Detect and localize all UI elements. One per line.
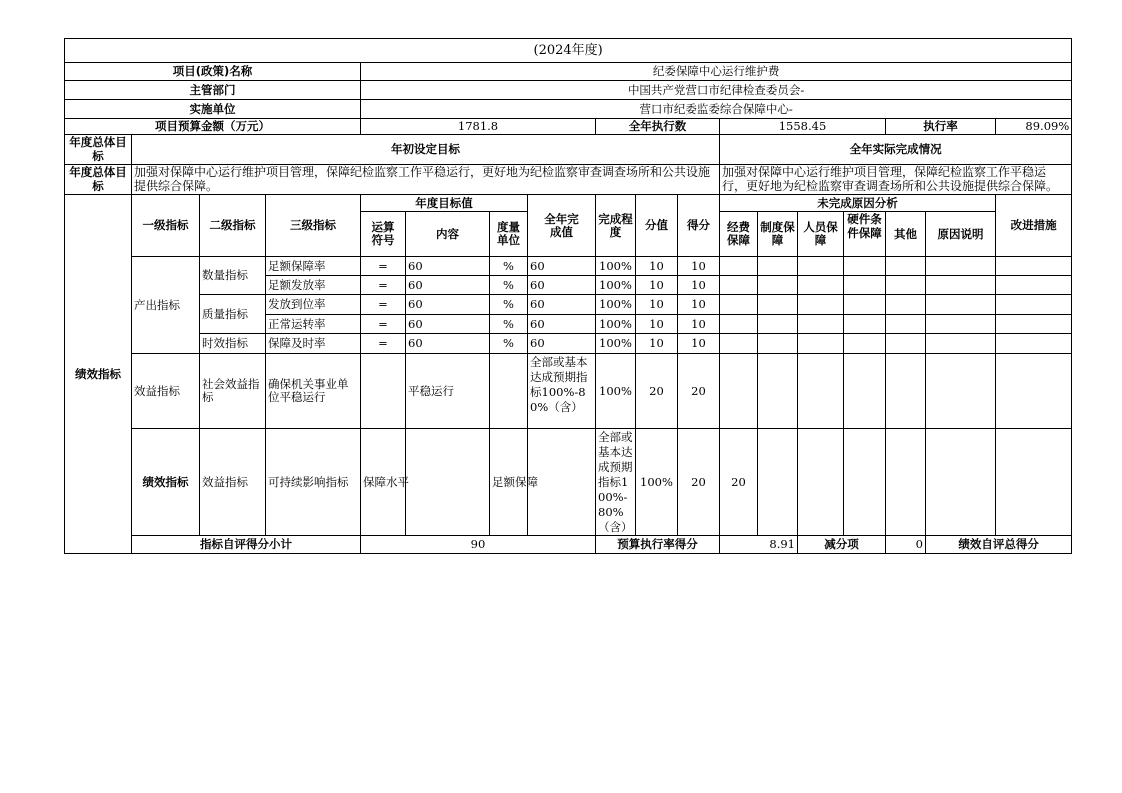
- initial-goal-header: 年初设定目标: [132, 135, 720, 165]
- completed-cell: 60: [528, 276, 596, 295]
- degree-cell: 100%: [596, 334, 636, 354]
- degree-cell: 100%: [636, 429, 678, 536]
- level2-cell: 时效指标: [200, 334, 266, 354]
- deduction-value: 0: [886, 536, 926, 554]
- completed-value-header: 全年完成值: [528, 195, 596, 257]
- hardware-header: 硬件条件保障: [844, 212, 886, 257]
- report-year-title: (2024年度): [65, 39, 1072, 63]
- score-cell: 20: [720, 429, 758, 536]
- content-cell: 60: [406, 315, 490, 334]
- value-cell: 10: [636, 295, 678, 315]
- output-indicator-label: 产出指标: [132, 257, 200, 354]
- content-cell: 平稳运行: [406, 354, 490, 429]
- value-cell: 20: [636, 354, 678, 429]
- unit-cell: %: [490, 276, 528, 295]
- implementer-label: 实施单位: [65, 100, 361, 119]
- operator-cell: =: [361, 257, 406, 276]
- budget-score: 8.91: [720, 536, 798, 554]
- unit-cell: %: [490, 334, 528, 354]
- level3-cell: 足额保障率: [266, 257, 361, 276]
- improvement-header: 改进措施: [996, 195, 1072, 257]
- level3-cell: 发放到位率: [266, 295, 361, 315]
- score-cell: 10: [678, 315, 720, 334]
- content-cell: 60: [406, 334, 490, 354]
- score-value-header: 分值: [636, 195, 678, 257]
- table-row: [65, 334, 1072, 354]
- system-header: 制度保障: [758, 212, 798, 257]
- total-score-label: 绩效自评总得分: [926, 536, 1072, 554]
- table-row: [65, 295, 1072, 315]
- budget-label: 项目预算金额（万元）: [65, 119, 361, 135]
- score-cell: 10: [678, 276, 720, 295]
- content-cell: 60: [406, 257, 490, 276]
- department: 中国共产党营口市纪律检查委员会-: [361, 81, 1072, 100]
- completed-cell: 60: [528, 257, 596, 276]
- value-cell: 20: [678, 429, 720, 536]
- unit-header: 度量单位: [490, 212, 528, 257]
- value-cell: 10: [636, 334, 678, 354]
- value-cell: 10: [636, 276, 678, 295]
- budget-score-label: 预算执行率得分: [596, 536, 720, 554]
- level2-cell: 社会效益指标: [200, 354, 266, 429]
- other-header: 其他: [886, 212, 926, 257]
- table-row: [65, 257, 1072, 276]
- degree-cell: 100%: [596, 276, 636, 295]
- table-row: [65, 429, 1072, 536]
- completed-cell: 全部或基本达成预期指标100%-80%（含）: [596, 429, 636, 536]
- deduction-label: 减分项: [798, 536, 886, 554]
- level3-cell: 保障及时率: [266, 334, 361, 354]
- executed-label: 全年执行数: [596, 119, 720, 135]
- level2-cell: 数量指标: [200, 257, 266, 295]
- incomplete-reasons-header: 未完成原因分析: [720, 195, 996, 212]
- completed-cell: 全部或基本达成预期指标100%-80%（含）: [528, 354, 596, 429]
- content-header: 内容: [406, 212, 490, 257]
- perf-indicator-label-2: 绩效指标: [132, 429, 200, 536]
- budget-amount: 1781.8: [361, 119, 596, 135]
- value-cell: 10: [636, 315, 678, 334]
- unit-cell: %: [490, 295, 528, 315]
- completion-degree-header: 完成程度: [596, 195, 636, 257]
- level3-header: 三级指标: [266, 195, 361, 257]
- project-name: 纪委保障中心运行维护费: [361, 63, 1072, 81]
- execution-rate: 89.09%: [996, 119, 1072, 135]
- subtotal-score: 90: [361, 536, 596, 554]
- actual-completion-text: 加强对保障中心运行维护项目管理，保障纪检监察工作平稳运行，更好地为纪检监察审查调查场所和公共设施提供综合保障。: [720, 165, 1072, 195]
- benefit-indicator-label-2: 效益指标: [200, 429, 266, 536]
- subtotal-label: 指标自评得分小计: [132, 536, 361, 554]
- operator-header: 运算符号: [361, 212, 406, 257]
- score-cell: 20: [678, 354, 720, 429]
- operator-cell: =: [361, 295, 406, 315]
- personnel-header: 人员保障: [798, 212, 844, 257]
- completed-cell: 60: [528, 315, 596, 334]
- operator-cell: =: [361, 276, 406, 295]
- unit-cell: %: [490, 257, 528, 276]
- content-cell: 60: [406, 295, 490, 315]
- level2-cell: 可持续影响指标: [266, 429, 361, 536]
- value-cell: 10: [636, 257, 678, 276]
- perf-indicator-label: 绩效指标: [65, 195, 132, 554]
- level2-header: 二级指标: [200, 195, 266, 257]
- department-label: 主管部门: [65, 81, 361, 100]
- level1-header: 一级指标: [132, 195, 200, 257]
- implementer: 营口市纪委监委综合保障中心-: [361, 100, 1072, 119]
- score-cell: 10: [678, 257, 720, 276]
- execution-rate-label: 执行率: [886, 119, 996, 135]
- degree-cell: 100%: [596, 315, 636, 334]
- score-cell: 10: [678, 334, 720, 354]
- level2-cell: 质量指标: [200, 295, 266, 334]
- performance-self-evaluation-table: [64, 38, 1072, 554]
- level3-cell: 足额发放率: [266, 276, 361, 295]
- score-cell: 10: [678, 295, 720, 315]
- content-cell: 足额保障: [490, 429, 528, 536]
- executed-amount: 1558.45: [720, 119, 886, 135]
- level3-cell: 确保机关事业单位平稳运行: [266, 354, 361, 429]
- degree-cell: 100%: [596, 257, 636, 276]
- reason-note-header: 原因说明: [926, 212, 996, 257]
- annual-goal-header-label: 年度总体目标: [65, 135, 132, 165]
- operator-cell: =: [361, 315, 406, 334]
- completed-cell: 60: [528, 295, 596, 315]
- actual-completion-header: 全年实际完成情况: [720, 135, 1072, 165]
- degree-cell: 100%: [596, 295, 636, 315]
- benefit-indicator-label: 效益指标: [132, 354, 200, 429]
- table-row: [65, 354, 1072, 429]
- level3-cell: 保障水平: [361, 429, 406, 536]
- operator-cell: =: [361, 334, 406, 354]
- degree-cell: 100%: [596, 354, 636, 429]
- unit-cell: %: [490, 315, 528, 334]
- project-name-label: 项目(政策)名称: [65, 63, 361, 81]
- annual-goal-row-label: 年度总体目标: [65, 165, 132, 195]
- initial-goal-text: 加强对保障中心运行维护项目管理，保障纪检监察工作平稳运行，更好地为纪检监察审查调查场所和公共设施提供综合保障。: [132, 165, 720, 195]
- score-header: 得分: [678, 195, 720, 257]
- funding-header: 经费保障: [720, 212, 758, 257]
- annual-target-header: 年度目标值: [361, 195, 528, 212]
- completed-cell: 60: [528, 334, 596, 354]
- level3-cell: 正常运转率: [266, 315, 361, 334]
- content-cell: 60: [406, 276, 490, 295]
